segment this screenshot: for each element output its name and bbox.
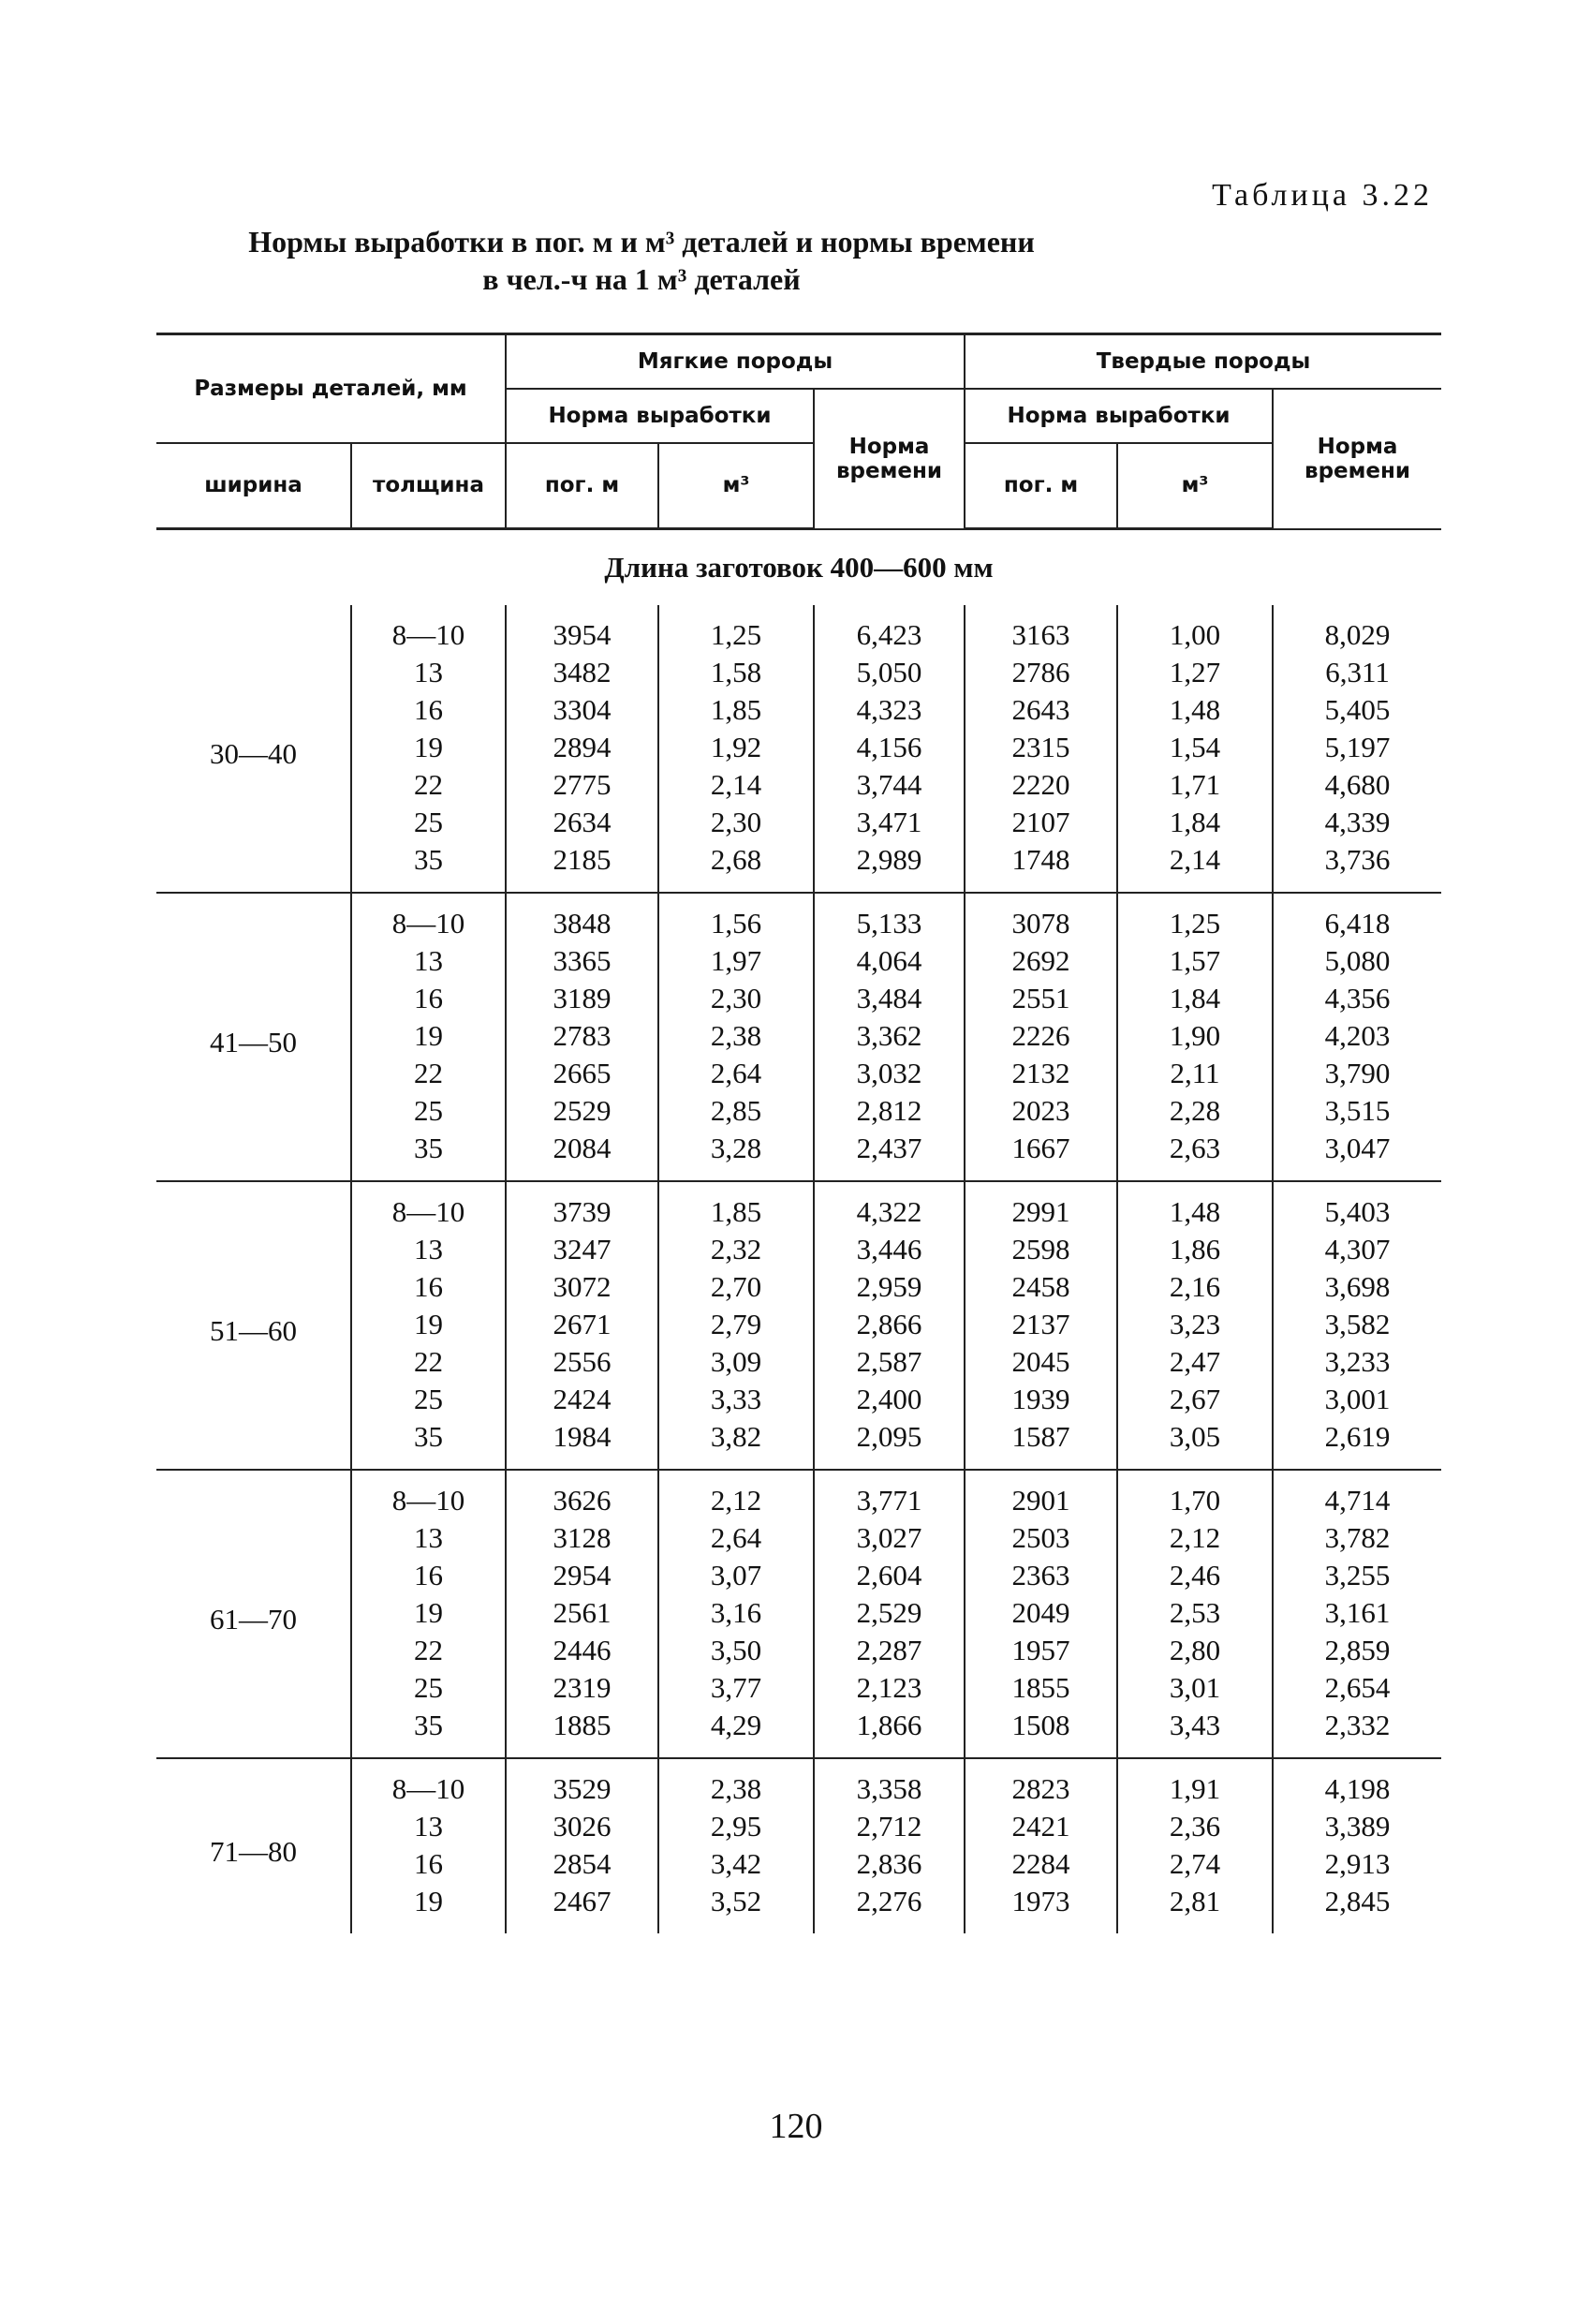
soft-linear-cell: 3848 xyxy=(506,893,658,942)
soft-linear-cell: 2775 xyxy=(506,766,658,804)
hard-time-cell: 4,356 xyxy=(1324,982,1391,1014)
hard-time-cell: 2,654 xyxy=(1324,1671,1391,1704)
soft-cubic-cell: 3,07 xyxy=(658,1557,814,1594)
hard-cubic-cell: 3,05 xyxy=(1117,1418,1273,1470)
hard-cubic-cell: 1,91 xyxy=(1117,1758,1273,1808)
thickness-cell: 25 xyxy=(351,1669,506,1707)
soft-linear-cell: 2854 xyxy=(506,1845,658,1883)
hard-cubic-cell: 2,36 xyxy=(1117,1808,1273,1845)
hard-linear-cell: 1508 xyxy=(965,1707,1117,1758)
hard-cubic-cell: 1,84 xyxy=(1117,804,1273,841)
soft-time-cell: 3,744 xyxy=(814,766,965,804)
hard-time-cell: 6,311 xyxy=(1325,656,1390,688)
hard-time-cell: 3,698 xyxy=(1324,1270,1391,1303)
page-number: 120 xyxy=(769,2107,823,2146)
hard-cubic-cell: 2,11 xyxy=(1117,1055,1273,1092)
table-row xyxy=(156,605,1441,654)
width-cell: 30—40 xyxy=(156,605,351,893)
soft-cubic-cell: 1,25 xyxy=(658,605,814,654)
table-label: Таблица 3.22 xyxy=(1212,178,1433,213)
hard-time-cell: 6,418 xyxy=(1273,893,1441,942)
soft-linear-cell: 3954 xyxy=(506,605,658,654)
header-soft-cubic-m: м³ xyxy=(658,443,814,529)
soft-time-cell: 2,812 xyxy=(814,1092,965,1130)
hard-cubic-cell: 1,71 xyxy=(1117,766,1273,804)
soft-linear-cell: 3304 xyxy=(506,691,658,729)
header-soft-linear-m: пог. м xyxy=(506,443,658,529)
hard-linear-cell: 2284 xyxy=(965,1845,1117,1883)
hard-cubic-cell: 1,25 xyxy=(1117,893,1273,942)
hard-linear-cell: 2132 xyxy=(965,1055,1117,1092)
hard-time-cell: 3,790 xyxy=(1324,1057,1391,1089)
soft-time-cell: 2,989 xyxy=(814,841,965,893)
soft-time-cell: 6,423 xyxy=(814,605,965,654)
hard-cubic-cell: 1,57 xyxy=(1117,942,1273,980)
table-row xyxy=(156,1758,1441,1808)
soft-cubic-cell: 3,82 xyxy=(658,1418,814,1470)
soft-linear-cell: 1885 xyxy=(506,1707,658,1758)
soft-time-cell: 2,836 xyxy=(814,1845,965,1883)
soft-time-cell: 2,604 xyxy=(814,1557,965,1594)
hard-linear-cell: 2363 xyxy=(965,1557,1117,1594)
soft-cubic-cell: 3,33 xyxy=(658,1381,814,1418)
header-hard-cubic-m: м³ xyxy=(1117,443,1273,529)
hard-linear-cell: 2421 xyxy=(965,1808,1117,1845)
thickness-cell: 8—10 xyxy=(351,893,506,942)
hard-cubic-cell: 2,67 xyxy=(1117,1381,1273,1418)
hard-cubic-cell: 2,80 xyxy=(1117,1632,1273,1669)
hard-linear-cell: 1748 xyxy=(965,841,1117,893)
hard-time-cell: 5,403 xyxy=(1273,1181,1441,1231)
width-cell: 41—50 xyxy=(156,893,351,1181)
soft-cubic-cell: 2,79 xyxy=(658,1306,814,1343)
soft-time-cell: 2,437 xyxy=(814,1130,965,1181)
soft-time-cell: 5,050 xyxy=(814,654,965,691)
soft-linear-cell: 3072 xyxy=(506,1268,658,1306)
hard-linear-cell: 2226 xyxy=(965,1017,1117,1055)
soft-cubic-cell: 1,85 xyxy=(658,691,814,729)
thickness-cell: 35 xyxy=(351,1707,506,1758)
hard-linear-cell: 2023 xyxy=(965,1092,1117,1130)
hard-time-cell: 3,001 xyxy=(1324,1383,1391,1415)
hard-linear-cell: 2045 xyxy=(965,1343,1117,1381)
hard-time-cell: 3,515 xyxy=(1324,1094,1391,1127)
hard-time-cell: 5,197 xyxy=(1324,731,1391,763)
soft-linear-cell: 3482 xyxy=(506,654,658,691)
soft-time-cell: 2,276 xyxy=(814,1883,965,1933)
soft-cubic-cell: 3,09 xyxy=(658,1343,814,1381)
hard-time-cell: 2,845 xyxy=(1324,1885,1391,1917)
hard-linear-cell: 2137 xyxy=(965,1306,1117,1343)
soft-time-cell: 5,133 xyxy=(814,893,965,942)
hard-cubic-cell: 3,43 xyxy=(1117,1707,1273,1758)
soft-cubic-cell: 2,64 xyxy=(658,1519,814,1557)
soft-time-cell: 3,362 xyxy=(814,1017,965,1055)
hard-linear-cell: 2049 xyxy=(965,1594,1117,1632)
soft-time-cell: 2,712 xyxy=(814,1808,965,1845)
soft-cubic-cell: 2,38 xyxy=(658,1758,814,1808)
hard-time-cell: 2,913 xyxy=(1324,1847,1391,1880)
hard-linear-cell: 2643 xyxy=(965,691,1117,729)
table-caption-line2: в чел.-ч на 1 м³ деталей xyxy=(482,262,801,296)
soft-linear-cell: 2556 xyxy=(506,1343,658,1381)
soft-cubic-cell: 3,16 xyxy=(658,1594,814,1632)
hard-time-cell: 3,582 xyxy=(1324,1308,1391,1340)
thickness-cell: 19 xyxy=(351,1306,506,1343)
soft-cubic-cell: 2,30 xyxy=(658,804,814,841)
hard-time-cell: 2,619 xyxy=(1324,1420,1391,1453)
soft-cubic-cell: 3,77 xyxy=(658,1669,814,1707)
soft-cubic-cell: 3,50 xyxy=(658,1632,814,1669)
soft-linear-cell: 2665 xyxy=(506,1055,658,1092)
header-width: ширина xyxy=(156,443,351,529)
soft-cubic-cell: 3,52 xyxy=(658,1883,814,1933)
soft-time-cell: 4,064 xyxy=(814,942,965,980)
width-cell: 51—60 xyxy=(156,1181,351,1470)
hard-cubic-cell: 1,84 xyxy=(1117,980,1273,1017)
soft-cubic-cell: 2,32 xyxy=(658,1231,814,1268)
soft-time-cell: 3,446 xyxy=(814,1231,965,1268)
soft-time-cell: 3,471 xyxy=(814,804,965,841)
soft-linear-cell: 2446 xyxy=(506,1632,658,1669)
thickness-cell: 16 xyxy=(351,980,506,1017)
hard-linear-cell: 3163 xyxy=(965,605,1117,654)
hard-time-cell: 4,339 xyxy=(1324,806,1391,838)
header-hard-linear-m: пог. м xyxy=(965,443,1117,529)
header-soft-output-norm: Норма выработки xyxy=(506,389,814,443)
hard-cubic-cell: 1,90 xyxy=(1117,1017,1273,1055)
soft-cubic-cell: 1,56 xyxy=(658,893,814,942)
hard-time-cell: 4,198 xyxy=(1273,1758,1441,1808)
thickness-cell: 25 xyxy=(351,804,506,841)
hard-cubic-cell: 1,48 xyxy=(1117,691,1273,729)
hard-cubic-cell: 2,81 xyxy=(1117,1883,1273,1933)
hard-cubic-cell: 3,23 xyxy=(1117,1306,1273,1343)
soft-time-cell: 2,959 xyxy=(814,1268,965,1306)
hard-time-cell: 4,307 xyxy=(1324,1233,1391,1266)
hard-time-cell: 3,161 xyxy=(1324,1596,1391,1629)
soft-cubic-cell: 1,58 xyxy=(658,654,814,691)
thickness-cell: 22 xyxy=(351,1632,506,1669)
soft-time-cell: 3,358 xyxy=(814,1758,965,1808)
hard-linear-cell: 2315 xyxy=(965,729,1117,766)
hard-cubic-cell: 2,74 xyxy=(1117,1845,1273,1883)
hard-cubic-cell: 2,47 xyxy=(1117,1343,1273,1381)
hard-time-cell: 3,782 xyxy=(1324,1521,1391,1554)
hard-cubic-cell: 1,27 xyxy=(1117,654,1273,691)
soft-cubic-cell: 2,30 xyxy=(658,980,814,1017)
thickness-cell: 35 xyxy=(351,841,506,893)
hard-cubic-cell: 2,14 xyxy=(1117,841,1273,893)
header-dimensions: Размеры деталей, мм xyxy=(156,334,506,443)
soft-cubic-cell: 2,12 xyxy=(658,1470,814,1519)
soft-time-cell: 2,866 xyxy=(814,1306,965,1343)
hard-linear-cell: 2692 xyxy=(965,942,1117,980)
table-row xyxy=(156,893,1441,942)
width-cell: 71—80 xyxy=(156,1758,351,1933)
header-hard-woods: Твердые породы xyxy=(965,334,1441,389)
hard-cubic-cell: 1,00 xyxy=(1117,605,1273,654)
hard-time-cell: 4,203 xyxy=(1324,1019,1391,1052)
soft-time-cell: 2,287 xyxy=(814,1632,965,1669)
soft-linear-cell: 2467 xyxy=(506,1883,658,1933)
header-soft-time-norm: Норма времени xyxy=(814,389,965,529)
thickness-cell: 16 xyxy=(351,1557,506,1594)
hard-cubic-cell: 2,16 xyxy=(1117,1268,1273,1306)
hard-linear-cell: 1973 xyxy=(965,1883,1117,1933)
thickness-cell: 19 xyxy=(351,1883,506,1933)
thickness-cell: 25 xyxy=(351,1092,506,1130)
soft-cubic-cell: 3,42 xyxy=(658,1845,814,1883)
hard-time-cell: 8,029 xyxy=(1324,618,1391,651)
soft-linear-cell: 3026 xyxy=(506,1808,658,1845)
hard-cubic-cell: 1,70 xyxy=(1117,1470,1273,1519)
soft-time-cell: 2,123 xyxy=(814,1669,965,1707)
thickness-cell: 25 xyxy=(351,1381,506,1418)
soft-cubic-cell: 1,97 xyxy=(658,942,814,980)
hard-cubic-cell: 2,12 xyxy=(1117,1519,1273,1557)
thickness-cell: 35 xyxy=(351,1418,506,1470)
hard-linear-cell: 1939 xyxy=(965,1381,1117,1418)
hard-time-cell: 3,255 xyxy=(1324,1559,1391,1591)
width-cell: 61—70 xyxy=(156,1470,351,1758)
soft-time-cell: 2,587 xyxy=(814,1343,965,1381)
thickness-cell: 13 xyxy=(351,942,506,980)
soft-linear-cell: 2783 xyxy=(506,1017,658,1055)
hard-linear-cell: 2786 xyxy=(965,654,1117,691)
soft-cubic-cell: 1,85 xyxy=(658,1181,814,1231)
thickness-cell: 19 xyxy=(351,1017,506,1055)
thickness-cell: 22 xyxy=(351,766,506,804)
soft-cubic-cell: 2,70 xyxy=(658,1268,814,1306)
header-hard-time-norm: Норма времени xyxy=(1273,389,1441,529)
hard-linear-cell: 2458 xyxy=(965,1268,1117,1306)
thickness-cell: 8—10 xyxy=(351,1470,506,1519)
table-header xyxy=(156,334,1441,529)
soft-linear-cell: 2634 xyxy=(506,804,658,841)
soft-cubic-cell: 3,28 xyxy=(658,1130,814,1181)
header-soft-woods: Мягкие породы xyxy=(506,334,965,389)
soft-time-cell: 3,484 xyxy=(814,980,965,1017)
table-row xyxy=(156,1181,1441,1231)
hard-linear-cell: 2823 xyxy=(965,1758,1117,1808)
soft-linear-cell: 2671 xyxy=(506,1306,658,1343)
hard-cubic-cell: 2,63 xyxy=(1117,1130,1273,1181)
soft-cubic-cell: 1,92 xyxy=(658,729,814,766)
soft-time-cell: 2,529 xyxy=(814,1594,965,1632)
hard-cubic-cell: 1,48 xyxy=(1117,1181,1273,1231)
soft-time-cell: 3,027 xyxy=(814,1519,965,1557)
hard-linear-cell: 2503 xyxy=(965,1519,1117,1557)
soft-cubic-cell: 2,64 xyxy=(658,1055,814,1092)
hard-time-cell: 3,047 xyxy=(1324,1132,1391,1164)
hard-time-cell: 3,389 xyxy=(1324,1810,1391,1843)
soft-linear-cell: 2084 xyxy=(506,1130,658,1181)
hard-linear-cell: 2220 xyxy=(965,766,1117,804)
hard-linear-cell: 1667 xyxy=(965,1130,1117,1181)
hard-time-cell: 2,332 xyxy=(1324,1709,1391,1741)
soft-time-cell: 4,322 xyxy=(814,1181,965,1231)
thickness-cell: 35 xyxy=(351,1130,506,1181)
hard-time-cell: 5,080 xyxy=(1324,944,1391,977)
soft-linear-cell: 2424 xyxy=(506,1381,658,1418)
hard-time-cell: 2,859 xyxy=(1324,1634,1391,1666)
soft-cubic-cell: 2,68 xyxy=(658,841,814,893)
hard-linear-cell: 2991 xyxy=(965,1181,1117,1231)
hard-cubic-cell: 3,01 xyxy=(1117,1669,1273,1707)
soft-linear-cell: 2319 xyxy=(506,1669,658,1707)
soft-cubic-cell: 2,85 xyxy=(658,1092,814,1130)
soft-linear-cell: 3128 xyxy=(506,1519,658,1557)
thickness-cell: 19 xyxy=(351,729,506,766)
soft-linear-cell: 2561 xyxy=(506,1594,658,1632)
hard-linear-cell: 3078 xyxy=(965,893,1117,942)
thickness-cell: 16 xyxy=(351,1845,506,1883)
soft-linear-cell: 1984 xyxy=(506,1418,658,1470)
hard-linear-cell: 1855 xyxy=(965,1669,1117,1707)
hard-linear-cell: 2551 xyxy=(965,980,1117,1017)
hard-time-cell: 4,714 xyxy=(1273,1470,1441,1519)
soft-linear-cell: 2894 xyxy=(506,729,658,766)
hard-linear-cell: 2598 xyxy=(965,1231,1117,1268)
soft-time-cell: 2,095 xyxy=(814,1418,965,1470)
thickness-cell: 13 xyxy=(351,654,506,691)
soft-linear-cell: 3365 xyxy=(506,942,658,980)
table-body xyxy=(156,529,1441,1934)
section-title: Длина заготовок 400—600 мм xyxy=(604,551,994,584)
soft-linear-cell: 3529 xyxy=(506,1758,658,1808)
hard-linear-cell: 1587 xyxy=(965,1418,1117,1470)
thickness-cell: 8—10 xyxy=(351,1181,506,1231)
thickness-cell: 8—10 xyxy=(351,605,506,654)
hard-time-cell: 3,233 xyxy=(1324,1345,1391,1378)
thickness-cell: 13 xyxy=(351,1519,506,1557)
norms-table xyxy=(156,333,1441,1933)
hard-cubic-cell: 2,53 xyxy=(1117,1594,1273,1632)
hard-time-cell: 3,736 xyxy=(1324,843,1391,876)
thickness-cell: 16 xyxy=(351,691,506,729)
thickness-cell: 19 xyxy=(351,1594,506,1632)
hard-time-cell: 4,680 xyxy=(1324,768,1391,801)
soft-cubic-cell: 2,14 xyxy=(658,766,814,804)
soft-time-cell: 3,771 xyxy=(814,1470,965,1519)
thickness-cell: 22 xyxy=(351,1343,506,1381)
soft-cubic-cell: 2,95 xyxy=(658,1808,814,1845)
hard-time-cell: 5,405 xyxy=(1324,693,1391,726)
soft-linear-cell: 3247 xyxy=(506,1231,658,1268)
hard-cubic-cell: 2,46 xyxy=(1117,1557,1273,1594)
hard-linear-cell: 1957 xyxy=(965,1632,1117,1669)
thickness-cell: 8—10 xyxy=(351,1758,506,1808)
hard-linear-cell: 2901 xyxy=(965,1470,1117,1519)
table-row xyxy=(156,1470,1441,1519)
soft-linear-cell: 3739 xyxy=(506,1181,658,1231)
header-hard-output-norm: Норма выработки xyxy=(965,389,1273,443)
soft-linear-cell: 2954 xyxy=(506,1557,658,1594)
soft-time-cell: 1,866 xyxy=(814,1707,965,1758)
soft-time-cell: 2,400 xyxy=(814,1381,965,1418)
soft-time-cell: 4,156 xyxy=(814,729,965,766)
hard-cubic-cell: 1,86 xyxy=(1117,1231,1273,1268)
soft-linear-cell: 3626 xyxy=(506,1470,658,1519)
header-thickness: толщина xyxy=(351,443,506,529)
hard-linear-cell: 2107 xyxy=(965,804,1117,841)
hard-cubic-cell: 2,28 xyxy=(1117,1092,1273,1130)
soft-linear-cell: 3189 xyxy=(506,980,658,1017)
thickness-cell: 16 xyxy=(351,1268,506,1306)
soft-cubic-cell: 2,38 xyxy=(658,1017,814,1055)
thickness-cell: 13 xyxy=(351,1808,506,1845)
thickness-cell: 22 xyxy=(351,1055,506,1092)
soft-linear-cell: 2529 xyxy=(506,1092,658,1130)
soft-time-cell: 4,323 xyxy=(814,691,965,729)
table-caption-line1: Нормы выработки в пог. м и м³ деталей и нормы времени xyxy=(248,225,1035,259)
hard-cubic-cell: 1,54 xyxy=(1117,729,1273,766)
soft-cubic-cell: 4,29 xyxy=(658,1707,814,1758)
soft-linear-cell: 2185 xyxy=(506,841,658,893)
thickness-cell: 13 xyxy=(351,1231,506,1268)
soft-time-cell: 3,032 xyxy=(814,1055,965,1092)
